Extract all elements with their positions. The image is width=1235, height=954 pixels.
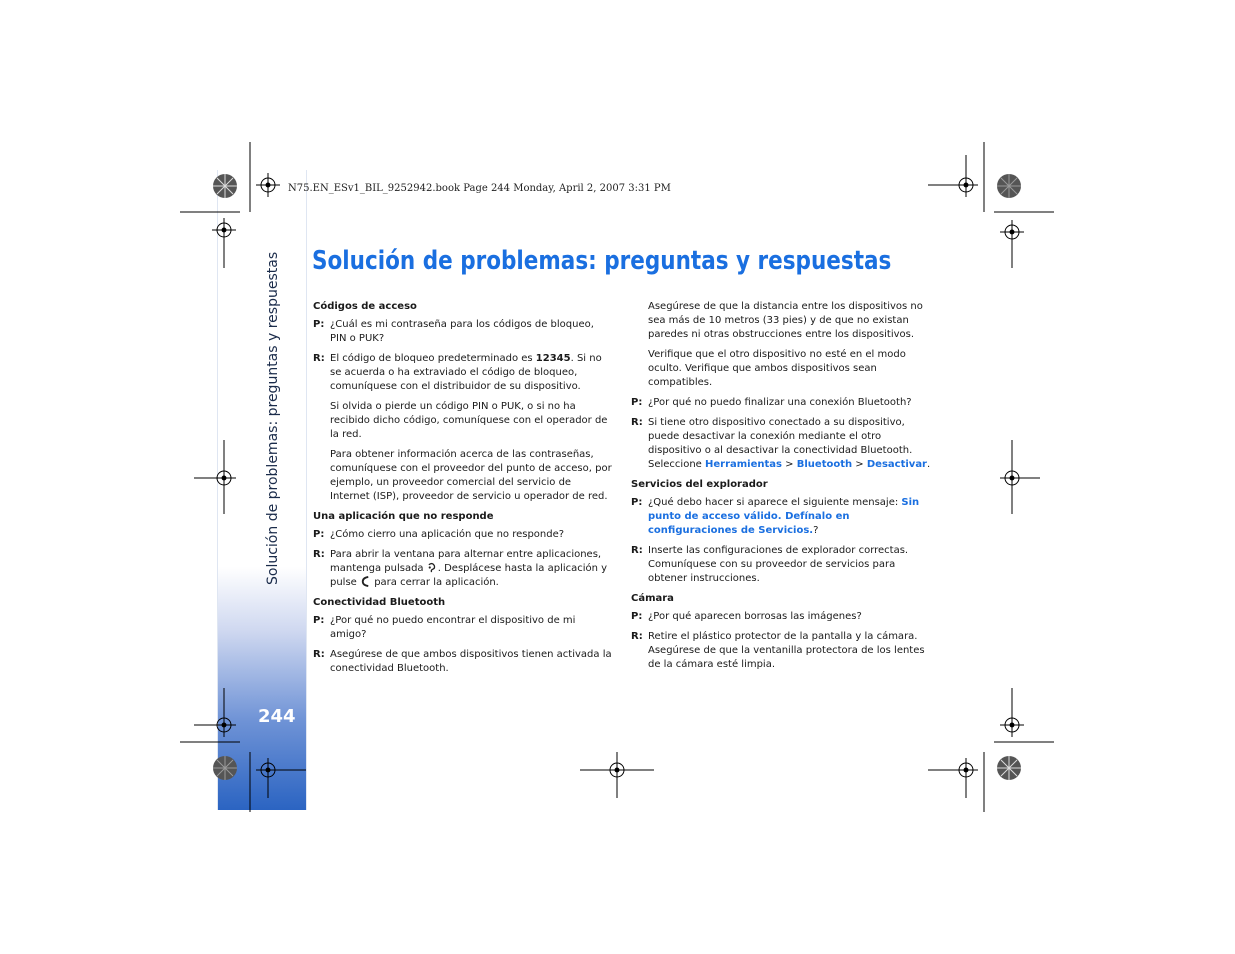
answer-text: El código de bloqueo predeterminado es (330, 353, 536, 364)
answer-text: Inserte las configuraciones de explorador correctas. Comuníquese con su proveedor de servicios para obtener instrucciones. (648, 545, 909, 584)
section-heading: Cámara (631, 593, 674, 604)
a-label: R: (631, 417, 643, 428)
menu-path-disable: Desactivar (866, 459, 927, 470)
answer-text: para cerrar la aplicación. (371, 577, 499, 588)
answer-text: . (927, 459, 931, 470)
answer-paragraph: Asegúrese de que la distancia entre los dispositivos no sea más de 10 metros (33 pies) y de que no existan paredes ni otras obstrucciones entre los dispositivos. (648, 301, 923, 340)
answer-text: Si tiene otro dispositivo conectado a su dispositivo, puede desactivar la conexión mediante el otro dispositivo o al desactivar la conectividad Bluetooth. Seleccione (648, 417, 913, 470)
answer-text: Asegúrese de que ambos dispositivos tienen activada la conectividad Bluetooth. (330, 649, 612, 674)
menu-path-bluetooth: Bluetooth (796, 459, 853, 470)
a-label: R: (313, 649, 325, 660)
answer-text: Para abrir la ventana para alternar entre aplicaciones, mantenga pulsada (330, 549, 602, 574)
star-target (213, 756, 237, 780)
menu-path-tools: Herramientas (705, 459, 782, 470)
error-message-text: Sin punto de acceso válido. Defínalo en configuraciones de Servicios. (648, 497, 920, 536)
print-header-stamp: N75.EN_ESv1_BIL_9252942.book Page 244 Monday, April 2, 2007 3:31 PM (288, 183, 671, 194)
question-text: ¿Por qué aparecen borrosas las imágenes? (648, 611, 862, 622)
star-target (997, 174, 1021, 198)
page-title: Solución de problemas: preguntas y respuestas (312, 246, 892, 276)
answer-text: . Si no se acuerda o ha extraviado el código de bloqueo, comuníquese con el distribuidor de su dispositivo. (330, 353, 602, 392)
q-label: P: (313, 319, 325, 330)
question-text: ¿Cómo cierro una aplicación que no responde? (330, 529, 565, 540)
lock-code: 12345 (535, 353, 571, 364)
question-text: ¿Qué debo hacer si aparece el siguiente mensaje: (648, 497, 902, 508)
section-heading: Códigos de acceso (313, 301, 417, 312)
question-text: ? (813, 525, 819, 536)
answer-paragraph: Si olvida o pierde un código PIN o PUK, o si no ha recibido dicho código, comuníquese con el operador de la red. (330, 401, 608, 440)
star-target (997, 756, 1021, 780)
q-label: P: (313, 529, 325, 540)
path-separator: > (782, 459, 797, 470)
q-label: P: (631, 397, 643, 408)
a-label: R: (313, 353, 325, 364)
a-label: R: (631, 631, 643, 642)
side-running-title: Solución de problemas: preguntas y respuestas (265, 251, 281, 585)
page-number: 244 (258, 706, 296, 727)
section-heading: Una aplicación que no responde (313, 511, 494, 522)
q-label: P: (631, 497, 643, 508)
answer-text: Retire el plástico protector de la pantalla y la cámara. Asegúrese de que la ventanilla protectora de los lentes de la cámara esté limpia. (648, 631, 925, 670)
q-label: P: (631, 611, 643, 622)
path-separator: > (852, 459, 867, 470)
star-target (213, 174, 237, 198)
a-label: R: (631, 545, 643, 556)
question-text: ¿Por qué no puedo finalizar una conexión Bluetooth? (648, 397, 912, 408)
answer-text: . Desplácese hasta la aplicación y pulse (330, 563, 608, 588)
section-heading: Servicios del explorador (631, 479, 768, 490)
question-text: ¿Cuál es mi contraseña para los códigos de bloqueo, PIN o PUK? (330, 319, 594, 344)
answer-paragraph: Verifique que el otro dispositivo no esté en el modo oculto. Verifique que ambos dispositivos sean compatibles. (648, 349, 906, 388)
q-label: P: (313, 615, 325, 626)
a-label: R: (313, 549, 325, 560)
answer-paragraph: Para obtener información acerca de las contraseñas, comuníquese con el proveedor del punto de acceso, por ejemplo, un proveedor comercial del servicio de Internet (ISP), proveedor de servicio u operador de red. (330, 449, 612, 502)
section-heading: Conectividad Bluetooth (313, 597, 446, 608)
question-text: ¿Por qué no puedo encontrar el dispositivo de mi amigo? (330, 615, 576, 640)
